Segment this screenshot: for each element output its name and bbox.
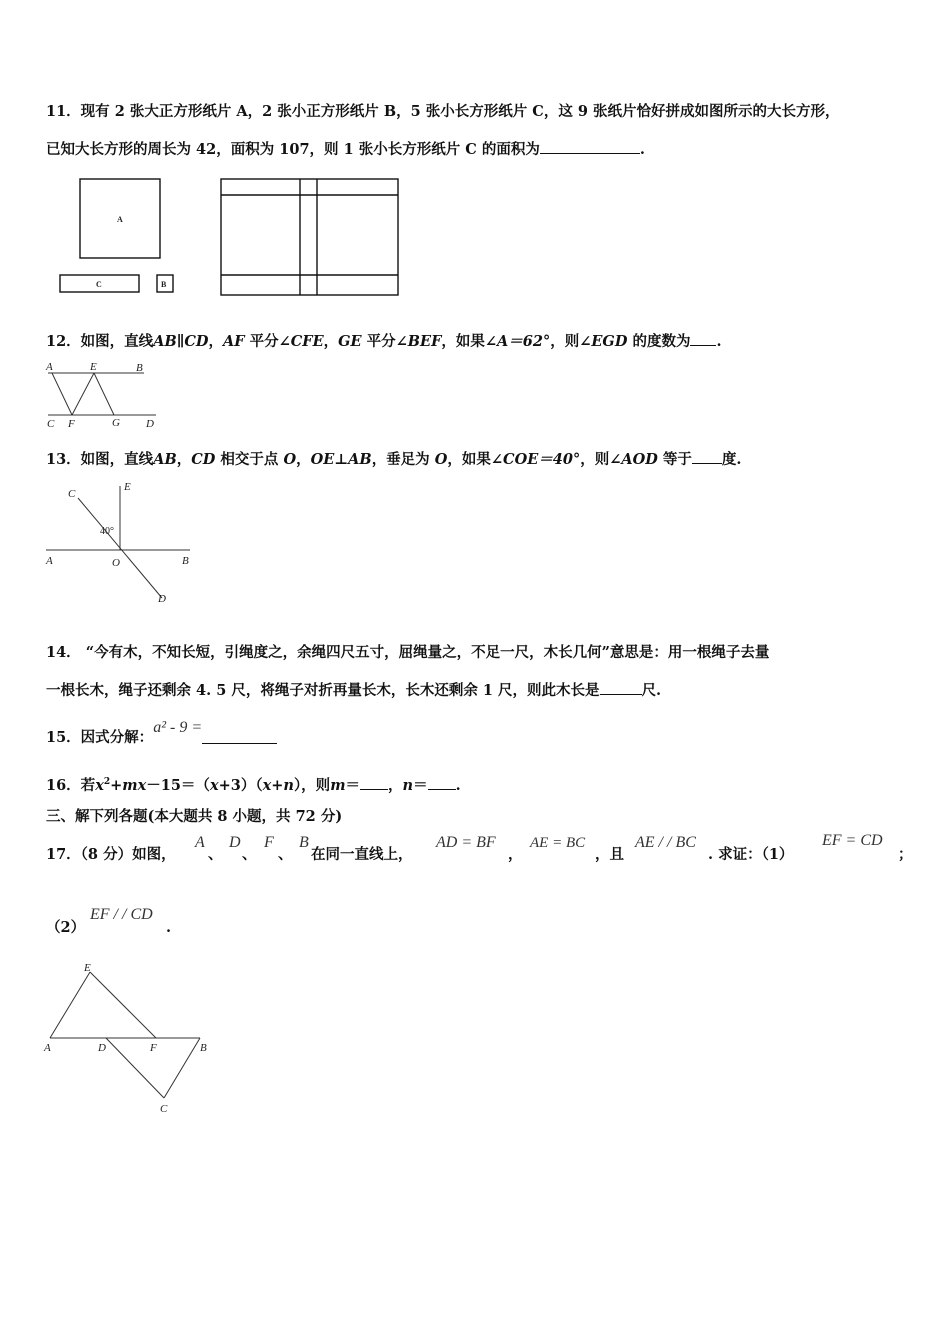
q14-text2: 一根长木，绳子还剩余 4. 5 尺，将绳子对折再量长木，长木还剩余 1 尺，则此木长是 (46, 682, 600, 699)
q15-expr: a² - 9 = (153, 719, 203, 736)
q13-o1: O (283, 451, 297, 468)
q17-f: F (264, 834, 274, 851)
label-c: C (160, 1103, 168, 1115)
q16-line (46, 772, 461, 796)
q13-oe-ab: OE⊥AB (310, 451, 372, 468)
q16-m-blank[interactable] (360, 775, 388, 790)
q17-ae-par-bc: AE / / BC (635, 834, 696, 851)
q12-figure (44, 360, 159, 432)
q17-prefix: 17．（8 分）如图， (46, 846, 176, 863)
label-e: E (84, 962, 91, 974)
q12-angle-a: ∠A＝62° (484, 333, 551, 350)
q17-mid1: 在同一直线上， (311, 846, 413, 863)
segment-cb (164, 1038, 200, 1098)
q17-sep1: 、 (208, 846, 223, 863)
q14-text1: 14． “今有木，不知长短，引绳度之，余绳四尺五寸，屈绳量之，不足一尺，木长几何”意思是：用一根绳子去量 (46, 644, 770, 661)
q17-comma1: ， (508, 846, 523, 863)
q12-line (46, 331, 722, 352)
q17-ef-par-cd: EF / / CD (90, 906, 153, 923)
section-3-heading (46, 807, 342, 827)
label-b: B (200, 1042, 207, 1054)
q11-text1: 11．现有 2 张大正方形纸片 A，2 张小正方形纸片 B，5 张小长方形纸片 C，这 9 张纸片恰好拼成如图所示的大长方形， (46, 103, 840, 120)
q12-mid2: 平分 (244, 333, 279, 350)
q12-answer-blank[interactable] (690, 331, 716, 346)
q12-mid6: ，则 (550, 333, 580, 350)
q13-mid1: ， (176, 451, 192, 468)
q17-mid2: ，且 (595, 846, 624, 863)
q12-bef: ∠BEF (395, 333, 442, 350)
label-d: D (158, 593, 166, 605)
q13-cd: CD (191, 451, 216, 468)
q16-x: x (95, 776, 104, 794)
label-f: F (150, 1042, 157, 1054)
q17-semi: ； (898, 846, 913, 863)
square-a-label: A (117, 215, 123, 224)
q16-n: n (402, 776, 414, 794)
q16-end: . (455, 776, 461, 794)
q16-mx: +mx (110, 776, 147, 794)
q11-figure-pieces (55, 175, 185, 300)
q13-ab: AB (153, 451, 177, 468)
label-d: D (146, 418, 154, 430)
q13-o2: O (434, 451, 448, 468)
q17-end: . (166, 919, 172, 936)
q12-suffix: 的度数为 (627, 333, 691, 350)
q16-rest: －15＝（ (146, 776, 210, 794)
q12-af: AF (222, 333, 245, 350)
q17-part2: （2） (46, 919, 86, 936)
q17-sep2: 、 (242, 846, 257, 863)
q13-suffix: 等于 (657, 451, 692, 468)
q13-mid4: ，垂足为 (371, 451, 435, 468)
q16-prefix: 16．若 (46, 776, 96, 794)
q11-line2 (46, 139, 645, 160)
q14-answer-blank[interactable] (600, 680, 642, 695)
q17-line2 (46, 905, 246, 939)
q13-mid6: ，则 (580, 451, 610, 468)
label-a: A (44, 1042, 51, 1054)
q16-rest2: +3）（ (218, 776, 263, 794)
q12-mid3: ， (323, 333, 339, 350)
q15-line (46, 719, 277, 746)
big-rect-outline (221, 179, 398, 295)
q14-end: 尺. (641, 682, 662, 699)
q11-answer-blank[interactable] (540, 139, 640, 154)
q13-figure (44, 478, 204, 606)
q12-mid1: ， (208, 333, 223, 350)
q12-egd: ∠EGD (579, 333, 628, 350)
q17-ae-bc: AE = BC (530, 835, 586, 851)
q17-sep3: 、 (278, 846, 293, 863)
q17-mid3: . 求证：（1） (708, 846, 794, 863)
square-b-label: B (161, 280, 167, 289)
segment-ef (90, 972, 156, 1038)
q17-ad-bf: AD = BF (436, 834, 496, 851)
label-b: B (182, 555, 189, 567)
q16-rest3: ），则 (293, 776, 331, 794)
label-c: C (47, 418, 55, 430)
q12-prefix: 12．如图，直线 (46, 333, 154, 350)
q12-cfe: ∠CFE (278, 333, 324, 350)
q13-prefix: 13．如图，直线 (46, 451, 154, 468)
q13-mid5: ，如果 (447, 451, 491, 468)
q15-answer-blank[interactable] (202, 729, 277, 744)
q13-aod: ∠AOD (609, 451, 658, 468)
section-3-text: 三、解下列各题(本大题共 8 小题，共 72 分) (46, 808, 343, 825)
rect-c-label: C (96, 280, 102, 289)
q17-line1 (46, 833, 916, 873)
q14-line1 (46, 643, 769, 663)
q16-xn: x+n (262, 776, 294, 794)
q16-m: m (330, 776, 346, 794)
label-e: E (124, 481, 131, 493)
label-e: E (90, 361, 97, 373)
q11-end: . (639, 141, 645, 158)
q12-mid4: 平分 (361, 333, 396, 350)
label-c: C (68, 488, 76, 500)
segment-ae (50, 972, 90, 1038)
label-o: O (112, 557, 120, 569)
q16-eq2: ＝ (413, 776, 428, 794)
label-a: A (46, 361, 53, 373)
q13-answer-blank[interactable] (692, 449, 722, 464)
q12-ab-cd: AB∥CD (153, 333, 209, 350)
q16-mid: ， (388, 776, 403, 794)
q12-end: . (716, 333, 722, 350)
q11-figure-big-rectangle (218, 177, 403, 299)
q12-mid5: ，如果 (441, 333, 485, 350)
q14-line2 (46, 680, 661, 701)
label-a: A (46, 555, 53, 567)
segment-eg (94, 373, 114, 415)
q16-n-blank[interactable] (428, 775, 456, 790)
q15-prefix: 15．因式分解： (46, 729, 154, 746)
q17-b: B (299, 834, 309, 851)
q11-text2: 已知大长方形的周长为 42，面积为 107，则 1 张小长方形纸片 C 的面积为 (46, 141, 540, 158)
q17-figure (42, 958, 217, 1118)
q11-line1 (46, 102, 840, 122)
q16-x3: x (209, 776, 219, 794)
q17-a: A (195, 834, 205, 851)
label-g: G (112, 417, 120, 429)
q13-mid2: 相交于点 (215, 451, 284, 468)
segment-fe (72, 373, 94, 415)
q17-ef-cd: EF = CD (822, 832, 883, 849)
q13-mid3: ， (296, 451, 311, 468)
q16-sup: 2 (103, 777, 111, 787)
q13-end: 度. (721, 451, 742, 468)
label-d: D (98, 1042, 106, 1054)
q12-ge: GE (338, 333, 362, 350)
label-b: B (136, 362, 143, 374)
label-angle: 40° (100, 526, 114, 537)
segment-af (52, 373, 72, 415)
label-f: F (68, 418, 75, 430)
q16-eq1: ＝ (345, 776, 361, 794)
q13-line (46, 449, 741, 470)
q17-d: D (229, 834, 241, 851)
q13-coe: ∠COE＝40° (490, 451, 581, 468)
